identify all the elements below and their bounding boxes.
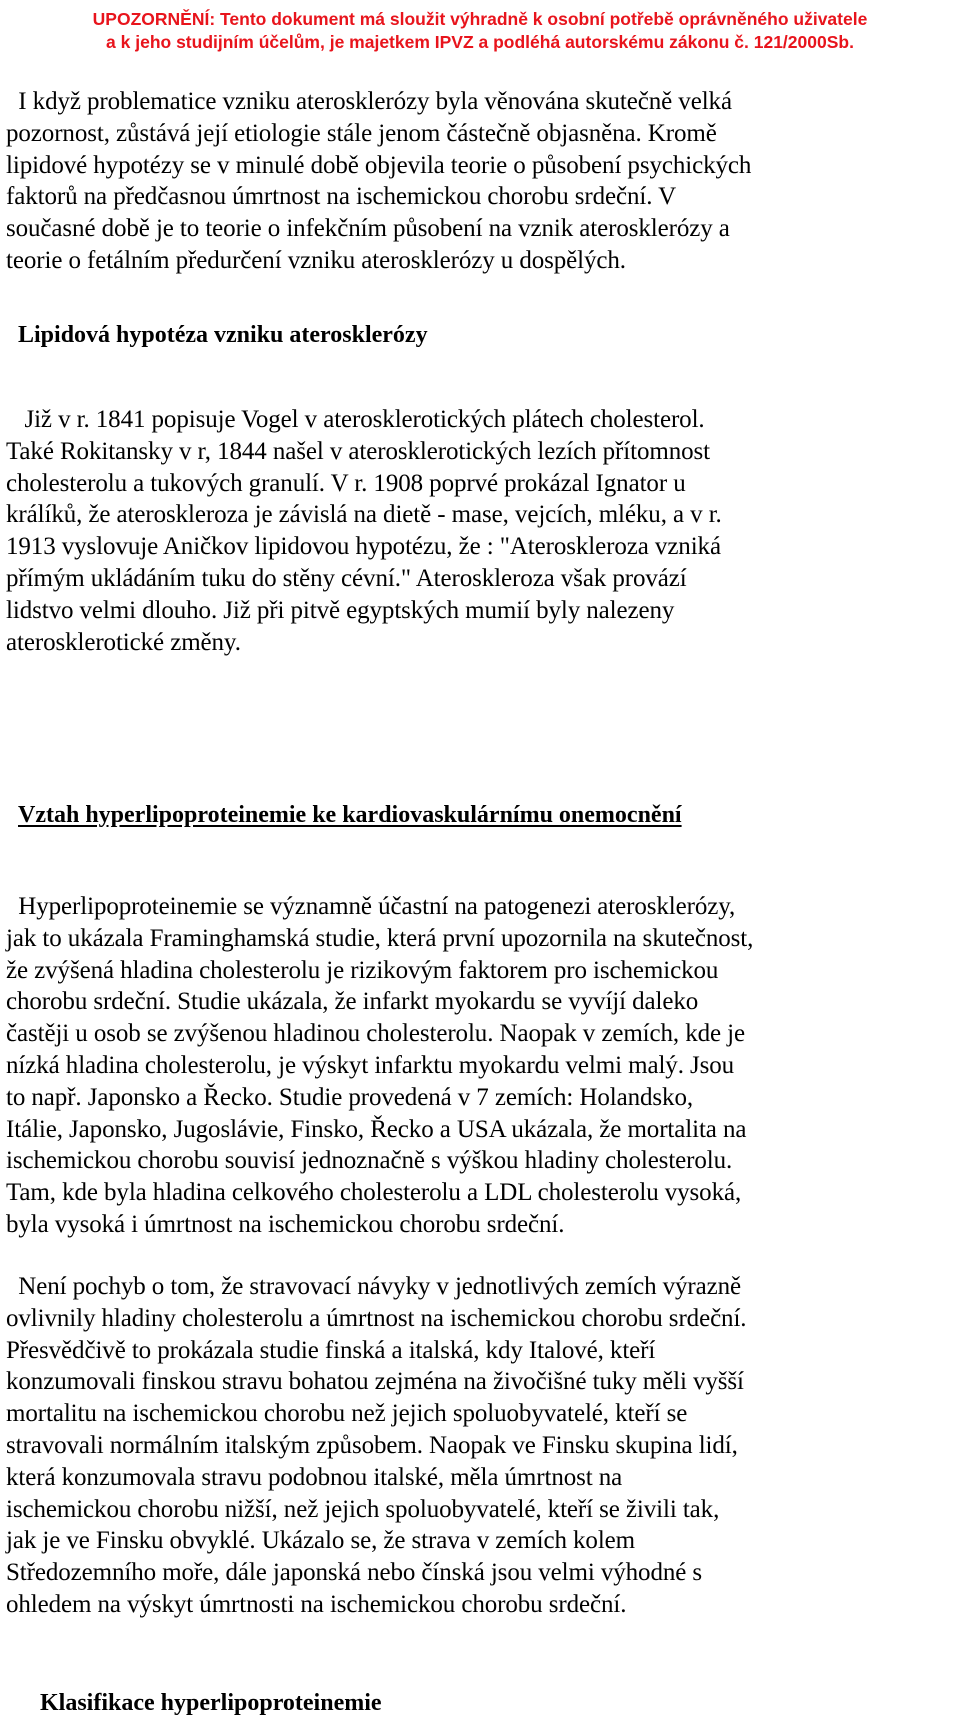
- copyright-notice: [0, 8, 960, 54]
- section-heading-hyperlipoproteinemia-cardiovascular: Vztah hyperlipoproteinemie ke kardiovaskulárnímu onemocnění: [18, 802, 682, 828]
- text-line: I když problematice vzniku aterosklerózy byla věnována skutečně velká: [6, 88, 732, 115]
- intro-paragraph: [6, 86, 954, 277]
- text-line: ovlivnily hladiny cholesterolu a úmrtnost na ischemickou chorobu srdeční.: [6, 1304, 747, 1332]
- text-line: nízká hladina cholesterolu, je výskyt infarktu myokardu velmi malý. Jsou: [6, 1051, 735, 1079]
- text-line: Není pochyb o tom, že stravovací návyky v jednotlivých zemích výrazně: [6, 1273, 742, 1300]
- section-heading-classification: Klasifikace hyperlipoproteinemie: [40, 1690, 382, 1716]
- lipid-hypothesis-paragraph: [6, 404, 954, 658]
- text-line: že zvýšená hladina cholesterolu je rizikovým faktorem pro ischemickou: [6, 956, 719, 984]
- text-line: Přesvědčivě to prokázala studie finská a italská, kdy Italové, kteří: [6, 1336, 656, 1364]
- text-line: 1913 vyslovuje Aničkov lipidovou hypotézu, že : "Ateroskleroza vzniká: [6, 533, 721, 561]
- text-line: Také Rokitansky v r, 1844 našel v aterosklerotických lezích přítomnost: [6, 437, 710, 465]
- text-line: aterosklerotické změny.: [6, 628, 241, 656]
- text-line: jak to ukázala Framinghamská studie, která první upozornila na skutečnost,: [6, 924, 754, 952]
- text-line: byla vysoká i úmrtnost na ischemickou chorobu srdeční.: [6, 1210, 565, 1238]
- text-line: Hyperlipoproteinemie se významně účastní na patogenezi aterosklerózy,: [6, 893, 736, 920]
- text-line: Středozemního moře, dále japonská nebo čínská jsou velmi výhodné s: [6, 1559, 703, 1587]
- text-line: to např. Japonsko a Řecko. Studie provedená v 7 zemích: Holandsko,: [6, 1083, 693, 1111]
- text-line: lidstvo velmi dlouho. Již při pitvě egyptských mumií byly nalezeny: [6, 596, 675, 624]
- text-line: ischemickou chorobu nižší, než jejich spoluobyvatelé, kteří se živili tak,: [6, 1495, 720, 1523]
- text-line: králíků, že ateroskleroza je závislá na dietě - mase, vejcích, mléku, a v r.: [6, 501, 722, 529]
- copyright-notice-line-2: a k jeho studijním účelům, je majetkem IPVZ a podléhá autorskému zákonu č. 121/2000Sb.: [106, 32, 854, 52]
- text-line: cholesterolu a tukových granulí. V r. 1908 poprvé prokázal Ignator u: [6, 469, 686, 497]
- text-line: teorie o fetálním předurčení vzniku aterosklerózy u dospělých.: [6, 246, 626, 274]
- text-line: přímým ukládáním tuku do stěny cévní." Ateroskleroza však provází: [6, 564, 687, 592]
- framingham-paragraph: [6, 891, 954, 1241]
- text-line: která konzumovala stravu podobnou italské, měla úmrtnost na: [6, 1463, 623, 1491]
- text-line: Itálie, Japonsko, Jugoslávie, Finsko, Řecko a USA ukázala, že mortalita na: [6, 1115, 747, 1143]
- text-line: pozornost, zůstává její etiologie stále jenom částečně objasněna. Kromě: [6, 119, 717, 147]
- dietary-habits-paragraph: [6, 1271, 954, 1621]
- text-line: Již v r. 1841 popisuje Vogel v aterosklerotických plátech cholesterol.: [6, 406, 705, 433]
- text-line: častěji u osob se zvýšenou hladinou cholesterolu. Naopak v zemích, kde je: [6, 1020, 746, 1048]
- text-line: stravovali normálním italským způsobem. Naopak ve Finsku skupina lidí,: [6, 1431, 738, 1459]
- text-line: lipidové hypotézy se v minulé době objevila teorie o působení psychických: [6, 151, 752, 179]
- text-line: ohledem na výskyt úmrtnosti na ischemickou chorobu srdeční.: [6, 1590, 627, 1618]
- text-line: faktorů na předčasnou úmrtnost na ischemickou chorobu srdeční. V: [6, 183, 677, 211]
- copyright-notice-line-1: UPOZORNĚNÍ: Tento dokument má sloužit výhradně k osobní potřebě oprávněného uživatele: [92, 9, 868, 29]
- text-line: chorobu srdeční. Studie ukázala, že infarkt myokardu se vyvíjí daleko: [6, 988, 699, 1016]
- text-line: jak je ve Finsku obvyklé. Ukázalo se, že strava v zemích kolem: [6, 1527, 636, 1555]
- text-line: Tam, kde byla hladina celkového cholesterolu a LDL cholesterolu vysoká,: [6, 1179, 742, 1207]
- text-line: současné době je to teorie o infekčním působení na vznik aterosklerózy a: [6, 215, 730, 243]
- text-line: ischemickou chorobu souvisí jednoznačně s výškou hladiny cholesterolu.: [6, 1147, 733, 1175]
- text-line: konzumovali finskou stravu bohatou zejména na živočišné tuky měli vyšší: [6, 1368, 744, 1396]
- text-line: mortalitu na ischemickou chorobu než jejich spoluobyvatelé, kteří se: [6, 1400, 688, 1428]
- section-heading-lipid-hypothesis: Lipidová hypotéza vzniku aterosklerózy: [18, 322, 428, 348]
